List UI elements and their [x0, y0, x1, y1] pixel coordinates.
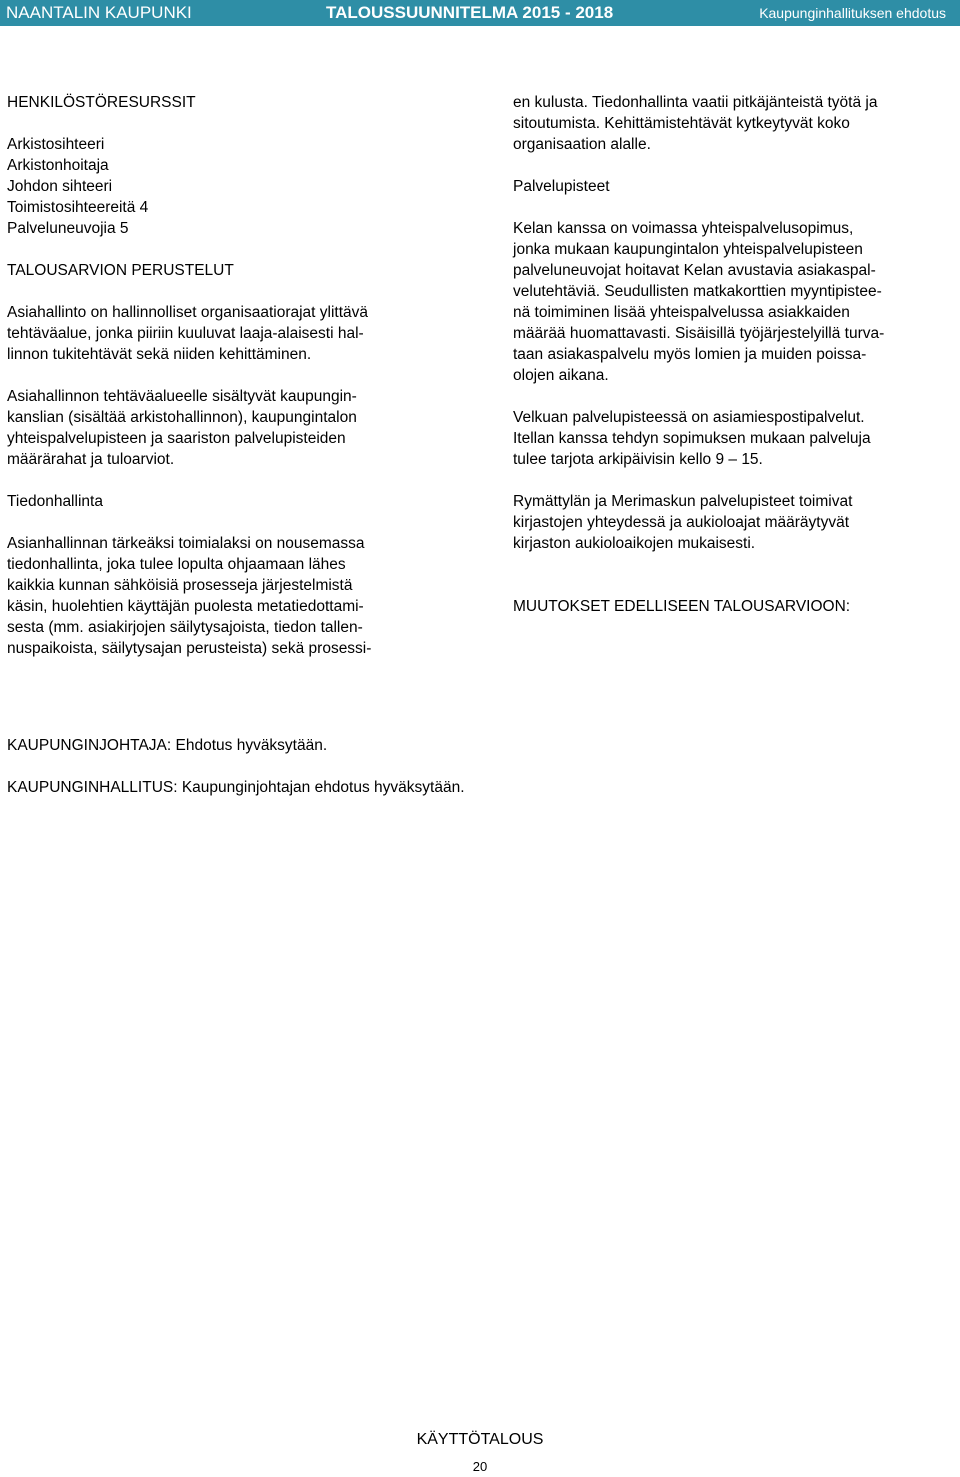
paragraph-line: palveluneuvojat hoitavat Kelan avustavia asiakaspal-: [513, 262, 876, 279]
paragraph-line: tiedonhallinta, joka tulee lopulta ohjaamaan lähes: [7, 556, 346, 573]
paragraph-line: Velkuan palvelupisteessä on asiamiespostipalvelut.: [513, 409, 865, 426]
paragraph-line: määrärahat ja tuloarviot.: [7, 451, 175, 468]
paragraph-line: jonka mukaan kaupungintalon yhteispalvelupisteen: [513, 241, 863, 258]
mayor-decision: KAUPUNGINJOHTAJA: Ehdotus hyväksytään.: [7, 737, 328, 754]
staff-item: Palveluneuvojia 5: [7, 220, 129, 237]
heading-information-management: Tiedonhallinta: [7, 493, 103, 510]
paragraph-line: Asiahallinnon tehtäväalueelle sisältyvät kaupungin-: [7, 388, 357, 405]
header-status: Kaupunginhallituksen ehdotus: [759, 5, 946, 21]
paragraph-line: kanslian (sisältää arkistohallinnon), kaupungintalon: [7, 409, 357, 426]
heading-budget-rationale: TALOUSARVION PERUSTELUT: [7, 262, 234, 279]
header-organization: NAANTALIN KAUPUNKI: [6, 3, 192, 22]
paragraph-line: tehtäväalue, jonka piiriin kuuluvat laaja-alaisesti hal-: [7, 325, 364, 342]
paragraph-line: sesta (mm. asiakirjojen säilytysajoista, tiedon tallen-: [7, 619, 363, 636]
staff-item: Toimistosihteereitä 4: [7, 199, 149, 216]
left-column: [7, 92, 447, 659]
staff-item: Johdon sihteeri: [7, 178, 113, 195]
paragraph-line: käsin, huolehtien käyttäjän puolesta metatiedottami-: [7, 598, 364, 615]
paragraph-line: taan asiakaspalvelu myös lomien ja muiden poissa-: [513, 346, 867, 363]
paragraph-line: kaikkia kunnan sähköisiä prosesseja järjestelmistä: [7, 577, 353, 594]
paragraph-line: Itellan kanssa tehdyn sopimuksen mukaan palveluja: [513, 430, 871, 447]
heading-staff-resources: HENKILÖSTÖRESURSSIT: [7, 94, 196, 111]
header-document-title: TALOUSSUUNNITELMA 2015 - 2018: [326, 3, 614, 22]
paragraph-line: linnon tukitehtävät sekä niiden kehittäminen.: [7, 346, 312, 363]
board-decision: KAUPUNGINHALLITUS: Kaupunginjohtajan ehdotus hyväksytään.: [7, 779, 465, 796]
paragraph-line: velutehtäviä. Seudullisten matkakorttien myyntipistee-: [513, 283, 882, 300]
paragraph-line: kirjaston aukioloaikojen mukaisesti.: [513, 535, 756, 552]
paragraph-line: tulee tarjota arkipäivisin kello 9 – 15.: [513, 451, 763, 468]
heading-service-points: Palvelupisteet: [513, 178, 610, 195]
paragraph-line: organisaation alalle.: [513, 136, 651, 153]
right-column: [513, 92, 953, 617]
paragraph-line: yhteispalvelupisteen ja saariston palvelupisteiden: [7, 430, 346, 447]
page-number: 20: [472, 1459, 488, 1474]
paragraph-line: Asianhallinnan tärkeäksi toimialaksi on nousemassa: [7, 535, 365, 552]
footer-section-title: KÄYTTÖTALOUS: [416, 1431, 544, 1448]
paragraph-line: olojen aikana.: [513, 367, 609, 384]
heading-budget-changes: MUUTOKSET EDELLISEEN TALOUSARVIOON:: [513, 598, 851, 615]
page-header: [0, 0, 960, 26]
paragraph-line: sitoutumista. Kehittämistehtävät kytkeytyvät koko: [513, 115, 850, 132]
paragraph-line: Kelan kanssa on voimassa yhteispalvelusopimus,: [513, 220, 854, 237]
paragraph-line: en kulusta. Tiedonhallinta vaatii pitkäjänteistä työtä ja: [513, 94, 878, 111]
paragraph-line: Rymättylän ja Merimaskun palvelupisteet toimivat: [513, 493, 853, 510]
paragraph-line: Asiahallinto on hallinnolliset organisaatiorajat ylittävä: [7, 304, 369, 321]
paragraph-line: nuspaikoista, säilytysajan perusteista) sekä prosessi-: [7, 640, 372, 657]
staff-item: Arkistonhoitaja: [7, 157, 109, 174]
paragraph-line: kirjastojen yhteydessä ja aukioloajat määräytyvät: [513, 514, 850, 531]
paragraph-line: määrää huomattavasti. Sisäisillä työjärjestelyillä turva-: [513, 325, 885, 342]
paragraph-line: nä toimiminen lisää yhteispalvelussa asiakkaiden: [513, 304, 850, 321]
staff-item: Arkistosihteeri: [7, 136, 105, 153]
